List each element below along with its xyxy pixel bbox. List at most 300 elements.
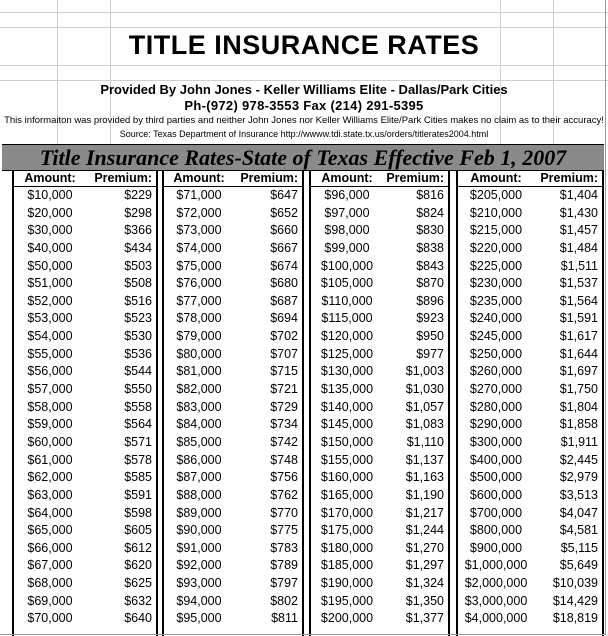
- amount-cell: $300,000: [469, 434, 523, 449]
- rates-panel: [309, 170, 450, 636]
- amount-cell: $130,000: [320, 364, 374, 379]
- amount-cell: $200,000: [320, 611, 374, 626]
- premium-cell: $1,270: [405, 540, 444, 555]
- amount-cell: $50,000: [27, 258, 73, 273]
- table-row: [14, 328, 156, 346]
- amount-cell: $94,000: [176, 593, 222, 608]
- table-row: [164, 275, 302, 293]
- amount-cell: $110,000: [321, 293, 373, 308]
- amount-cell: $51,000: [27, 276, 73, 291]
- premium-cell: $1,484: [559, 240, 598, 255]
- table-row: [458, 487, 602, 505]
- table-row: [458, 593, 602, 611]
- premium-cell: $1,377: [405, 611, 444, 626]
- premium-cell: $523: [124, 311, 152, 326]
- premium-cell: $721: [270, 382, 298, 397]
- premium-cell: $3,513: [559, 487, 598, 502]
- amount-cell: $240,000: [469, 311, 523, 326]
- premium-cell: $1,430: [559, 205, 598, 220]
- amount-cell: $69,000: [27, 593, 73, 608]
- premium-header: Premium:: [386, 171, 444, 185]
- premium-cell: $558: [124, 399, 152, 414]
- premium-cell: $605: [124, 523, 152, 538]
- amount-cell: $100,000: [320, 258, 374, 273]
- amount-cell: $180,000: [320, 540, 374, 555]
- table-row: [458, 363, 602, 381]
- table-row: [311, 222, 448, 240]
- table-row: [311, 205, 448, 223]
- amount-cell: $98,000: [324, 223, 370, 238]
- table-row: [311, 505, 448, 523]
- amount-cell: $86,000: [176, 452, 222, 467]
- amount-cell: $280,000: [469, 399, 523, 414]
- table-row: [164, 487, 302, 505]
- amount-cell: $235,000: [469, 293, 523, 308]
- table-row: [311, 487, 448, 505]
- table-row: [311, 575, 448, 593]
- table-row: [164, 416, 302, 434]
- premium-cell: $694: [270, 311, 298, 326]
- table-row: [164, 328, 302, 346]
- amount-cell: $90,000: [176, 523, 222, 538]
- amount-cell: $55,000: [27, 346, 73, 361]
- amount-cell: $170,000: [320, 505, 374, 520]
- premium-cell: $1,110: [406, 434, 444, 449]
- amount-cell: $30,000: [27, 223, 73, 238]
- premium-header: Premium:: [240, 171, 298, 185]
- amount-cell: $84,000: [176, 417, 222, 432]
- table-row: [311, 434, 448, 452]
- amount-cell: $99,000: [324, 240, 370, 255]
- premium-cell: $715: [270, 364, 298, 379]
- table-row: [14, 346, 156, 364]
- premium-cell: $667: [270, 240, 298, 255]
- premium-cell: $2,445: [559, 452, 598, 467]
- amount-cell: $91,000: [176, 540, 222, 555]
- premium-cell: $564: [124, 417, 152, 432]
- amount-cell: $56,000: [27, 364, 73, 379]
- table-row: [458, 469, 602, 487]
- table-row: [311, 275, 448, 293]
- premium-cell: $625: [124, 576, 152, 591]
- amount-cell: $150,000: [320, 434, 374, 449]
- table-row: [164, 205, 302, 223]
- premium-cell: $585: [124, 470, 152, 485]
- premium-cell: $770: [270, 505, 298, 520]
- amount-cell: $57,000: [27, 382, 73, 397]
- premium-cell: $797: [270, 576, 298, 591]
- premium-cell: $896: [416, 293, 444, 308]
- table-row: [458, 505, 602, 523]
- premium-cell: $1,591: [559, 311, 598, 326]
- table-row: [14, 540, 156, 558]
- amount-cell: $20,000: [27, 205, 73, 220]
- amount-cell: $225,000: [469, 258, 523, 273]
- table-row: [311, 258, 448, 276]
- amount-cell: $79,000: [176, 329, 222, 344]
- grid-line: [0, 27, 608, 28]
- amount-cell: $97,000: [324, 205, 370, 220]
- premium-cell: $824: [416, 205, 444, 220]
- premium-cell: $1,750: [559, 382, 598, 397]
- premium-cell: $516: [124, 293, 152, 308]
- table-row: [14, 522, 156, 540]
- table-row: [458, 452, 602, 470]
- table-row: [14, 593, 156, 611]
- amount-cell: $87,000: [176, 470, 222, 485]
- premium-header: Premium:: [94, 171, 152, 185]
- premium-cell: $756: [270, 470, 298, 485]
- premium-cell: $702: [270, 329, 298, 344]
- premium-cell: $838: [416, 240, 444, 255]
- amount-cell: $1,000,000: [464, 558, 528, 573]
- table-row: [458, 258, 602, 276]
- table-row: [164, 469, 302, 487]
- table-row: [311, 416, 448, 434]
- amount-cell: $60,000: [27, 434, 73, 449]
- amount-cell: $230,000: [469, 276, 523, 291]
- amount-header: Amount:: [321, 171, 373, 185]
- premium-cell: $4,581: [559, 523, 598, 538]
- table-row: [458, 346, 602, 364]
- table-row: [311, 522, 448, 540]
- table-row: [458, 328, 602, 346]
- column-header-row: [458, 170, 602, 187]
- amount-cell: $88,000: [176, 487, 222, 502]
- phone-fax-line: Ph-(972) 978-3553 Fax (214) 291-5395: [184, 98, 424, 113]
- amount-cell: $58,000: [27, 399, 73, 414]
- amount-cell: $10,000: [27, 188, 73, 202]
- amount-cell: $400,000: [469, 452, 523, 467]
- amount-cell: $115,000: [321, 311, 373, 326]
- rates-panel: [162, 170, 304, 636]
- table-row: [458, 240, 602, 258]
- page-title: TITLE INSURANCE RATES: [128, 30, 480, 60]
- table-row: [164, 505, 302, 523]
- rates-banner: Title Insurance Rates-State of Texas Effective Feb 1, 2007: [2, 144, 604, 171]
- table-row: [14, 505, 156, 523]
- amount-cell: $75,000: [176, 258, 222, 273]
- amount-cell: $190,000: [320, 576, 374, 591]
- table-row: [164, 434, 302, 452]
- rates-panel: [456, 170, 604, 636]
- amount-cell: $77,000: [176, 293, 222, 308]
- premium-cell: $1,057: [405, 399, 444, 414]
- table-row: [14, 416, 156, 434]
- table-row: [14, 363, 156, 381]
- table-row: [14, 610, 156, 628]
- amount-cell: $270,000: [469, 382, 523, 397]
- premium-cell: $591: [124, 487, 152, 502]
- amount-cell: $800,000: [469, 523, 523, 538]
- amount-cell: $290,000: [469, 417, 523, 432]
- premium-cell: $5,649: [559, 558, 598, 573]
- table-row: [311, 381, 448, 399]
- amount-header: Amount:: [24, 171, 76, 185]
- premium-cell: $508: [124, 276, 152, 291]
- premium-cell: $571: [124, 434, 152, 449]
- amount-header: Amount:: [173, 171, 225, 185]
- table-row: [311, 610, 448, 628]
- table-row: [164, 310, 302, 328]
- amount-cell: $66,000: [27, 540, 73, 555]
- provided-by-line: Provided By John Jones - Keller Williams Elite - Dallas/Park Cities: [100, 82, 508, 97]
- premium-cell: $1,350: [405, 593, 444, 608]
- grid-line: [0, 12, 608, 13]
- table-row: [164, 399, 302, 417]
- table-row: [311, 452, 448, 470]
- grid-line: [0, 80, 608, 81]
- table-row: [14, 381, 156, 399]
- premium-cell: $707: [270, 346, 298, 361]
- amount-cell: $83,000: [176, 399, 222, 414]
- amount-cell: $67,000: [27, 558, 73, 573]
- premium-cell: $5,115: [560, 540, 598, 555]
- table-row: [311, 293, 448, 311]
- premium-cell: $977: [416, 346, 444, 361]
- premium-cell: $1,511: [560, 258, 598, 273]
- premium-cell: $530: [124, 329, 152, 344]
- amount-cell: $85,000: [176, 434, 222, 449]
- rates-panel: [12, 170, 158, 636]
- table-row: [458, 522, 602, 540]
- table-row: [311, 328, 448, 346]
- amount-header: Amount:: [470, 171, 522, 185]
- premium-cell: $742: [270, 434, 298, 449]
- amount-cell: $52,000: [27, 293, 73, 308]
- premium-cell: $647: [270, 188, 298, 202]
- amount-cell: $62,000: [27, 470, 73, 485]
- amount-cell: $80,000: [176, 346, 222, 361]
- amount-cell: $120,000: [320, 329, 374, 344]
- premium-cell: $544: [124, 364, 152, 379]
- table-row: [458, 222, 602, 240]
- table-row: [164, 346, 302, 364]
- premium-cell: $830: [416, 223, 444, 238]
- table-row: [14, 575, 156, 593]
- table-row: [458, 293, 602, 311]
- amount-cell: $78,000: [176, 311, 222, 326]
- premium-cell: $843: [416, 258, 444, 273]
- premium-cell: $1,297: [405, 558, 444, 573]
- table-row: [164, 610, 302, 628]
- premium-cell: $729: [270, 399, 298, 414]
- premium-cell: $950: [416, 329, 444, 344]
- premium-cell: $1,804: [559, 399, 598, 414]
- amount-cell: $195,000: [320, 593, 374, 608]
- table-row: [164, 187, 302, 205]
- amount-cell: $73,000: [176, 223, 222, 238]
- amount-cell: $64,000: [27, 505, 73, 520]
- table-row: [164, 363, 302, 381]
- premium-cell: $598: [124, 505, 152, 520]
- amount-cell: $89,000: [176, 505, 222, 520]
- amount-cell: $65,000: [27, 523, 73, 538]
- premium-cell: $1,404: [559, 188, 598, 202]
- premium-cell: $775: [270, 523, 298, 538]
- amount-cell: $220,000: [469, 240, 523, 255]
- table-row: [458, 310, 602, 328]
- amount-cell: $185,000: [320, 558, 374, 573]
- premium-cell: $1,137: [405, 452, 444, 467]
- amount-cell: $53,000: [27, 311, 73, 326]
- amount-cell: $61,000: [27, 452, 73, 467]
- premium-cell: $748: [270, 452, 298, 467]
- premium-header: Premium:: [540, 171, 598, 185]
- table-row: [14, 399, 156, 417]
- table-row: [14, 452, 156, 470]
- premium-cell: $674: [270, 258, 298, 273]
- amount-cell: $900,000: [469, 540, 523, 555]
- premium-cell: $680: [270, 276, 298, 291]
- amount-cell: $70,000: [27, 611, 73, 626]
- amount-cell: $72,000: [176, 205, 222, 220]
- amount-cell: $81,000: [176, 364, 222, 379]
- premium-cell: $632: [124, 593, 152, 608]
- amount-cell: $155,000: [320, 452, 374, 467]
- amount-cell: $40,000: [27, 240, 73, 255]
- disclaimer-text: This informaiton was provided by third parties and neither John Jones nor Keller Williams Elite/Park Cities makes no claim as to their accuracy!: [4, 115, 604, 126]
- premium-cell: $816: [416, 188, 444, 202]
- amount-cell: $215,000: [469, 223, 523, 238]
- table-row: [458, 610, 602, 628]
- premium-cell: $536: [124, 346, 152, 361]
- premium-cell: $640: [124, 611, 152, 626]
- table-row: [14, 487, 156, 505]
- premium-cell: $550: [124, 382, 152, 397]
- premium-cell: $1,324: [405, 576, 444, 591]
- amount-cell: $2,000,000: [464, 576, 528, 591]
- table-row: [14, 469, 156, 487]
- table-row: [458, 187, 602, 205]
- amount-cell: $92,000: [176, 558, 222, 573]
- table-row: [311, 310, 448, 328]
- table-row: [14, 434, 156, 452]
- premium-cell: $783: [270, 540, 298, 555]
- premium-cell: $503: [124, 258, 152, 273]
- premium-cell: $366: [124, 223, 152, 238]
- premium-cell: $802: [270, 593, 298, 608]
- amount-cell: $135,000: [320, 382, 374, 397]
- table-row: [164, 522, 302, 540]
- table-row: [14, 258, 156, 276]
- table-row: [458, 557, 602, 575]
- table-row: [14, 222, 156, 240]
- table-row: [14, 310, 156, 328]
- table-row: [458, 275, 602, 293]
- premium-cell: $1,644: [559, 346, 598, 361]
- table-row: [164, 540, 302, 558]
- premium-cell: $923: [416, 311, 444, 326]
- amount-cell: $700,000: [469, 505, 523, 520]
- premium-cell: $14,429: [552, 593, 598, 608]
- amount-cell: $140,000: [320, 399, 374, 414]
- premium-cell: $1,911: [560, 434, 598, 449]
- premium-cell: $1,858: [559, 417, 598, 432]
- table-row: [311, 363, 448, 381]
- premium-cell: $789: [270, 558, 298, 573]
- amount-cell: $68,000: [27, 576, 73, 591]
- amount-cell: $205,000: [469, 188, 523, 202]
- table-row: [164, 593, 302, 611]
- amount-cell: $3,000,000: [464, 593, 528, 608]
- table-row: [458, 381, 602, 399]
- table-row: [14, 187, 156, 205]
- table-row: [164, 557, 302, 575]
- premium-cell: $1,537: [559, 276, 598, 291]
- amount-cell: $245,000: [469, 329, 523, 344]
- amount-cell: $59,000: [27, 417, 73, 432]
- grid-line: [0, 65, 608, 66]
- amount-cell: $74,000: [176, 240, 222, 255]
- amount-cell: $210,000: [469, 205, 523, 220]
- table-row: [14, 205, 156, 223]
- amount-cell: $250,000: [469, 346, 523, 361]
- table-row: [458, 540, 602, 558]
- amount-cell: $600,000: [469, 487, 523, 502]
- amount-cell: $105,000: [320, 276, 374, 291]
- table-row: [164, 452, 302, 470]
- premium-cell: $1,190: [405, 487, 444, 502]
- amount-cell: $145,000: [320, 417, 374, 432]
- premium-cell: $762: [270, 487, 298, 502]
- table-row: [458, 434, 602, 452]
- table-row: [458, 205, 602, 223]
- column-header-row: [311, 170, 448, 187]
- amount-cell: $165,000: [320, 487, 374, 502]
- premium-cell: $811: [271, 611, 298, 626]
- premium-cell: $1,163: [405, 470, 444, 485]
- amount-cell: $82,000: [176, 382, 222, 397]
- premium-cell: $1,244: [405, 523, 444, 538]
- premium-cell: $1,697: [559, 364, 598, 379]
- premium-cell: $298: [124, 205, 152, 220]
- premium-cell: $4,047: [559, 505, 598, 520]
- premium-cell: $734: [270, 417, 298, 432]
- table-row: [164, 381, 302, 399]
- table-row: [14, 293, 156, 311]
- table-row: [458, 399, 602, 417]
- amount-cell: $175,000: [320, 523, 374, 538]
- premium-cell: $578: [124, 452, 152, 467]
- amount-cell: $125,000: [320, 346, 374, 361]
- table-row: [164, 240, 302, 258]
- amount-cell: $54,000: [27, 329, 73, 344]
- premium-cell: $1,030: [405, 382, 444, 397]
- table-row: [164, 575, 302, 593]
- premium-cell: $1,217: [405, 505, 444, 520]
- table-row: [458, 575, 602, 593]
- premium-cell: $10,039: [552, 576, 598, 591]
- amount-cell: $4,000,000: [464, 611, 528, 626]
- table-row: [14, 240, 156, 258]
- column-header-row: [14, 170, 156, 187]
- premium-cell: $660: [270, 223, 298, 238]
- table-row: [311, 540, 448, 558]
- premium-cell: $1,003: [405, 364, 444, 379]
- amount-cell: $260,000: [469, 364, 523, 379]
- amount-cell: $96,000: [324, 188, 370, 202]
- amount-cell: $63,000: [27, 487, 73, 502]
- premium-cell: $1,457: [559, 223, 598, 238]
- amount-cell: $76,000: [176, 276, 222, 291]
- premium-cell: $870: [416, 276, 444, 291]
- premium-cell: $612: [124, 540, 152, 555]
- column-header-row: [164, 170, 302, 187]
- premium-cell: $434: [124, 240, 152, 255]
- table-row: [164, 293, 302, 311]
- table-row: [458, 416, 602, 434]
